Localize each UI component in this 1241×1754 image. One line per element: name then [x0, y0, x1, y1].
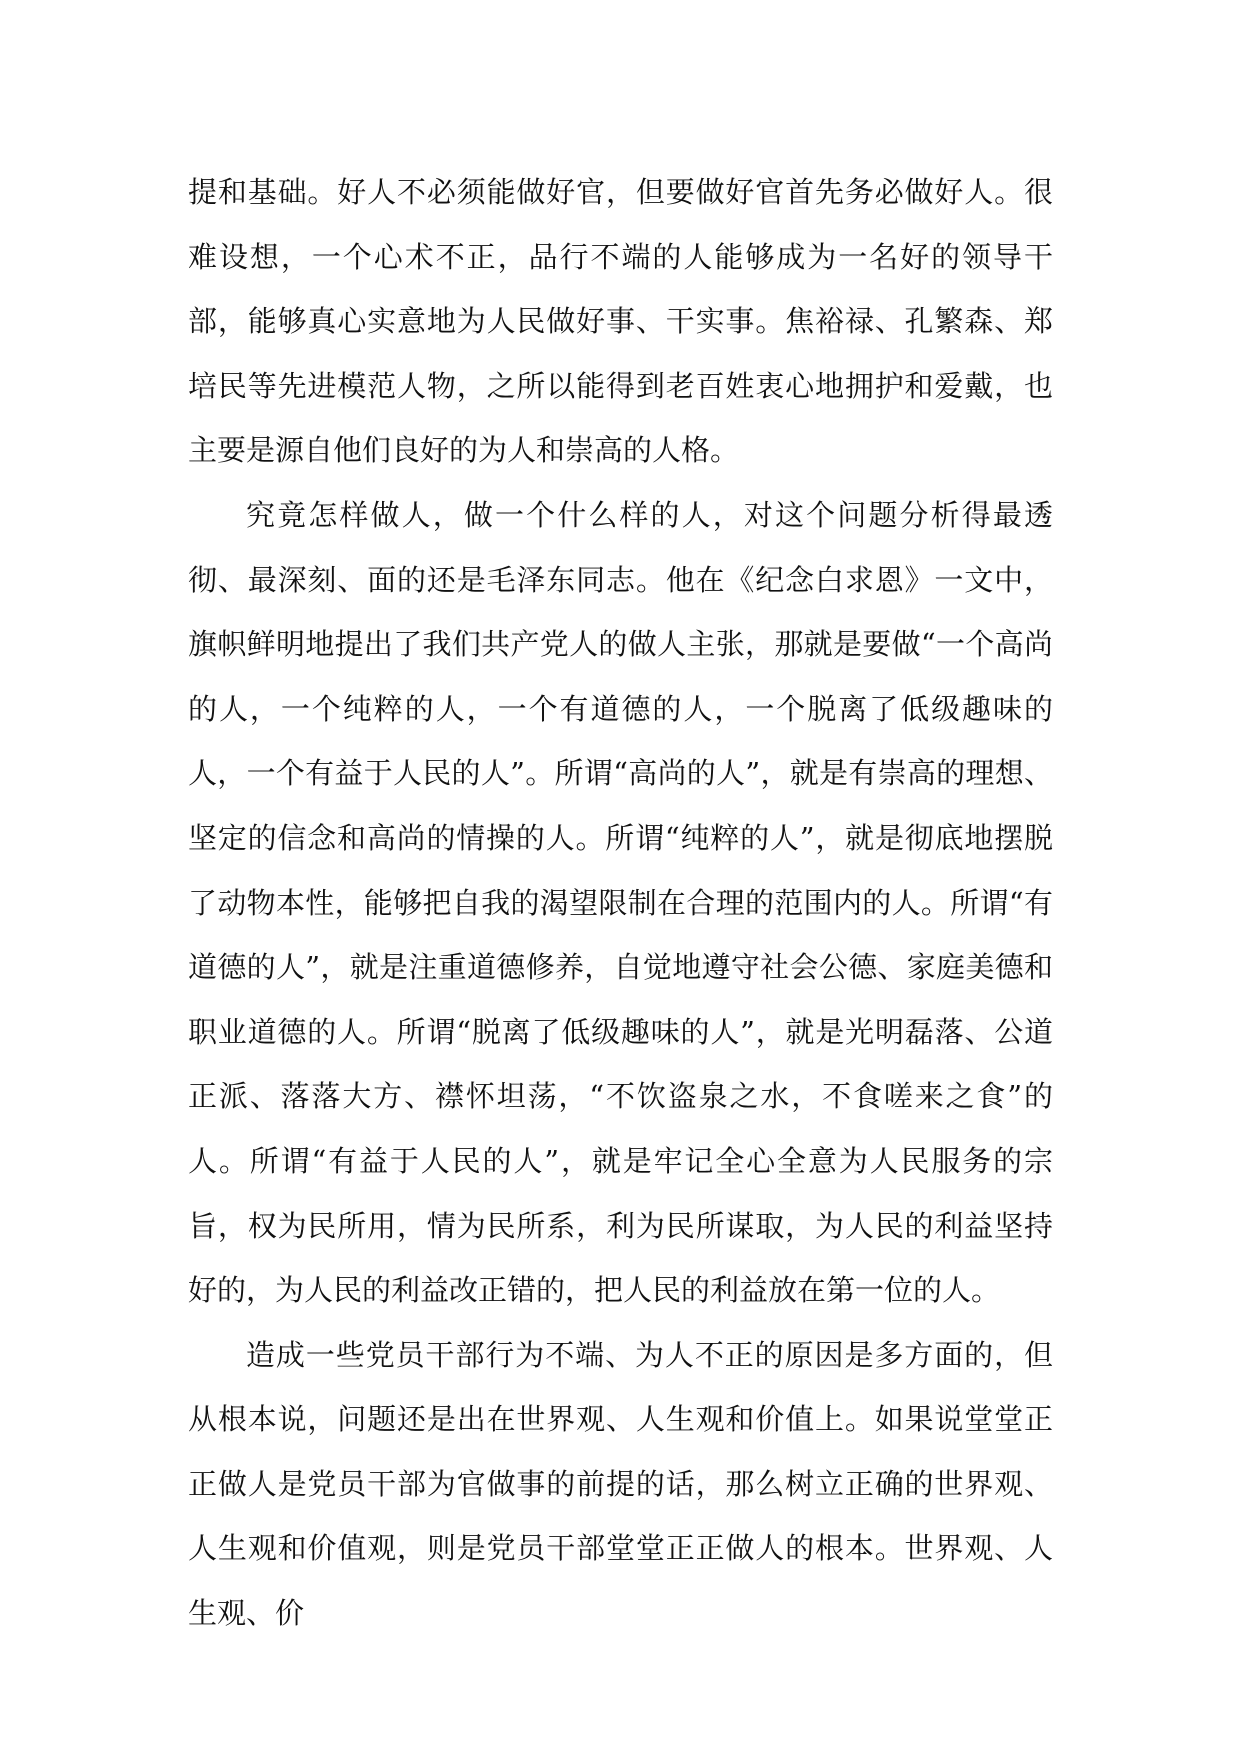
paragraph-3: 造成一些党员干部行为不端、为人不正的原因是多方面的，但从根本说，问题还是出在世界观、人生观和价值上。如果说堂堂正正做人是党员干部为官做事的前提的话，那么树立正确的世界观、人生观和价值观，则是党员干部堂堂正正做人的根本。世界观、人生观、价: [188, 1337, 1053, 1631]
paragraph-1: 提和基础。好人不必须能做好官，但要做好官首先务必做好人。很难设想，一个心术不正，品行不端的人能够成为一名好的领导干部，能够真心实意地为人民做好事、干实事。焦裕禄、孔繁森、郑培民等先进模范人物，之所以能得到老百姓衷心地拥护和爱戴，也主要是源自他们良好的为人和崇高的人格。: [188, 175, 1053, 468]
body-text: [188, 160, 1053, 1646]
paragraph-2: 究竟怎样做人，做一个什么样的人，对这个问题分析得最透彻、最深刻、面的还是毛泽东同志。他在《纪念白求恩》一文中，旗帜鲜明地提出了我们共产党人的做人主张，那就是要做“一个高尚的人，一个纯粹的人，一个有道德的人，一个脱离了低级趣味的人，一个有益于人民的人”。所谓“高尚的人”，就是有崇高的理想、坚定的信念和高尚的情操的人。所谓“纯粹的人”，就是彻底地摆脱了动物本性，能够把自我的渴望限制在合理的范围内的人。所谓“有道德的人”，就是注重道德修养，自觉地遵守社会公德、家庭美德和职业道德的人。所谓“脱离了低级趣味的人”，就是光明磊落、公道正派、落落大方、襟怀坦荡，“不饮盗泉之水，不食嗟来之食”的人。所谓“有益于人民的人”，就是牢记全心全意为人民服务的宗旨，权为民所用，情为民所系，利为民所谋取，为人民的利益坚持好的，为人民的利益改正错的，把人民的利益放在第一位的人。: [188, 497, 1053, 1308]
